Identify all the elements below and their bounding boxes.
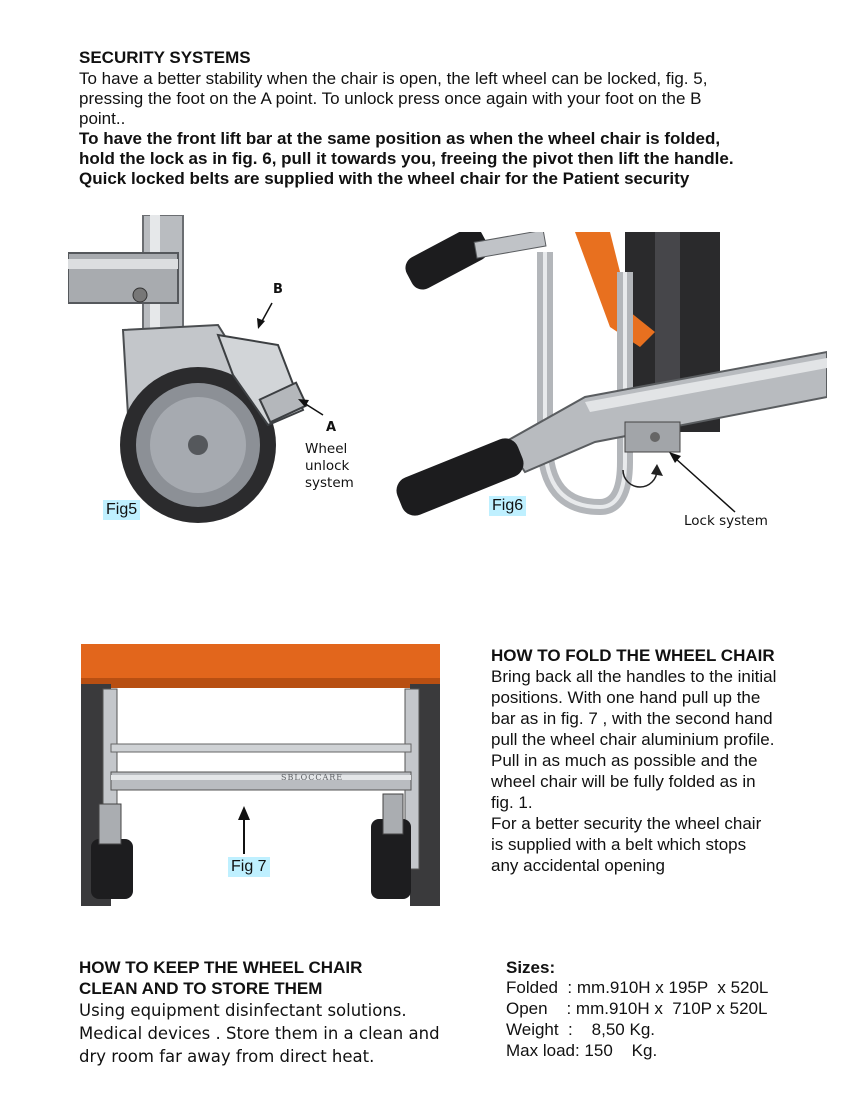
fold-line: bar as in fig. 7 , with the second hand xyxy=(491,709,773,728)
sizes-row-max-load: Max load: 150 Kg. xyxy=(506,1041,658,1060)
fig5-illustration xyxy=(68,215,388,525)
security-line-1: To have a better stability when the chair is open, the left wheel can be locked, fig. 5, xyxy=(79,69,708,88)
security-text xyxy=(79,69,839,189)
fig5-caption-line-2: unlock xyxy=(305,458,350,474)
fig7-bar-engraving: SBLOCCARE xyxy=(281,773,344,782)
sizes-row-folded: Folded : mm.910H x 195P x 520L xyxy=(506,978,769,997)
fold-text xyxy=(491,666,821,876)
clean-line-2: Medical devices . Store them in a clean and xyxy=(79,1024,440,1043)
fig7-label: Fig 7 xyxy=(228,857,270,877)
fold-line: any accidental opening xyxy=(491,856,665,875)
security-line-3: point.. xyxy=(79,109,126,128)
fold-line: wheel chair will be fully folded as in xyxy=(491,772,756,791)
sizes-table xyxy=(506,977,768,1061)
fig6-label: Fig6 xyxy=(489,496,526,516)
fold-line: Pull in as much as possible and the xyxy=(491,751,758,770)
fold-title: HOW TO FOLD THE WHEEL CHAIR xyxy=(491,646,775,665)
fig5-caption xyxy=(305,441,354,492)
fig5-caption-line-1: Wheel xyxy=(305,441,348,457)
fig5-label: Fig5 xyxy=(103,500,140,520)
security-title: SECURITY SYSTEMS xyxy=(79,48,251,67)
fig6-caption: Lock system xyxy=(684,513,768,529)
clean-text xyxy=(79,999,440,1068)
fold-line: is supplied with a belt which stops xyxy=(491,835,747,854)
fold-line: Bring back all the handles to the initial xyxy=(491,667,777,686)
sizes-row-open: Open : mm.910H x 710P x 520L xyxy=(506,999,768,1018)
fold-line: pull the wheel chair aluminium profile. xyxy=(491,730,775,749)
fold-line: For a better security the wheel chair xyxy=(491,814,762,833)
clean-title-line-1: HOW TO KEEP THE WHEEL CHAIR xyxy=(79,958,363,977)
security-bold-line-3: Quick locked belts are supplied with the wheel chair for the Patient security xyxy=(79,169,690,188)
sizes-row-weight: Weight : 8,50 Kg. xyxy=(506,1020,655,1039)
clean-line-3: dry room far away from direct heat. xyxy=(79,1047,375,1066)
security-bold-line-1: To have the front lift bar at the same position as when the wheel chair is folded, xyxy=(79,129,721,148)
clean-title-line-2: CLEAN AND TO STORE THEM xyxy=(79,979,323,998)
fig5-point-b-label: B xyxy=(273,282,283,297)
fold-line: fig. 1. xyxy=(491,793,533,812)
clean-line-1: Using equipment disinfectant solutions. xyxy=(79,1001,407,1020)
fig6-illustration xyxy=(395,232,827,532)
fold-line: positions. With one hand pull up the xyxy=(491,688,761,707)
sizes-title: Sizes: xyxy=(506,958,556,977)
clean-title xyxy=(79,957,362,999)
fig5-point-a-label: A xyxy=(326,420,337,435)
fig5-caption-line-3: system xyxy=(305,475,354,491)
security-line-2: pressing the foot on the A point. To unlock press once again with your foot on the B xyxy=(79,89,702,108)
security-bold-line-2: hold the lock as in fig. 6, pull it towards you, freeing the pivot then lift the handle. xyxy=(79,149,734,168)
